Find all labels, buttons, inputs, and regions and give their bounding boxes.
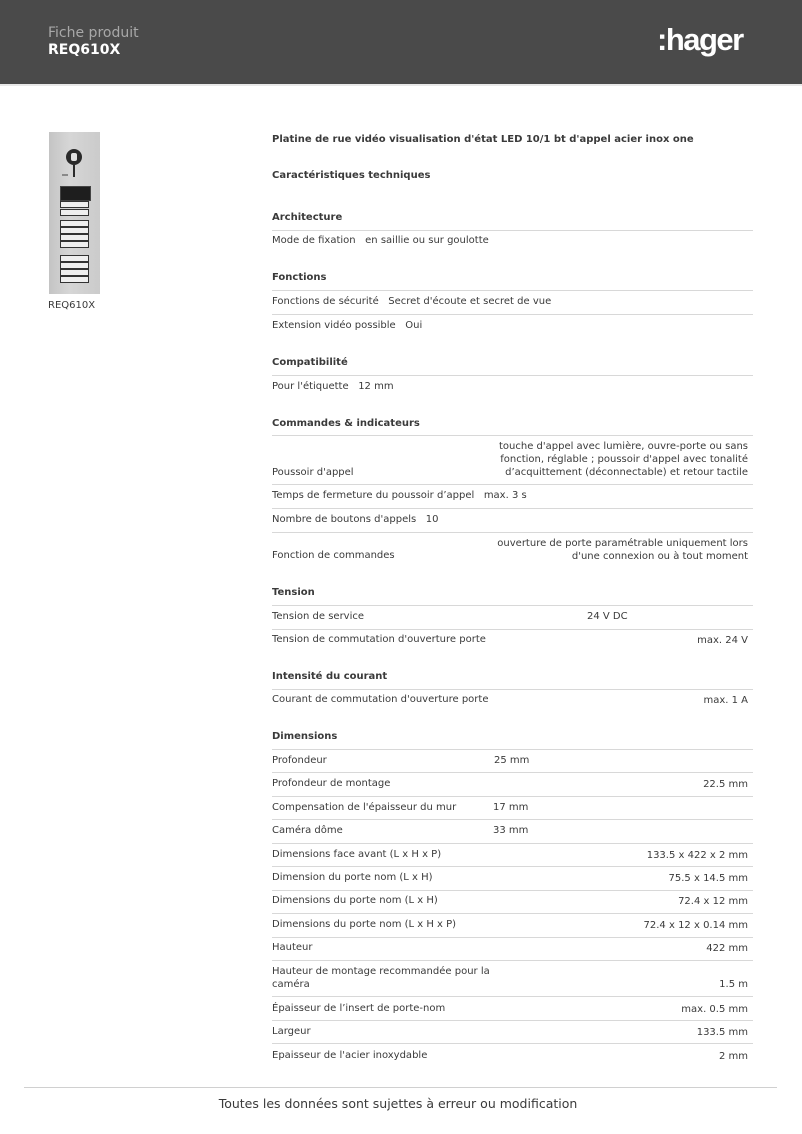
spec-row [272,320,422,331]
call-button-icon [60,255,89,262]
divider [272,230,753,231]
spec-label: Caméra dôme [272,825,343,836]
spec-value: 2 mm [718,1051,748,1062]
spec-value: 25 mm [494,755,530,766]
spec-value-multiline [497,537,748,563]
spec-label: Épaisseur de l’insert de porte-nom [272,1003,446,1014]
divider [272,913,753,914]
spec-row [272,296,551,307]
divider [272,1020,753,1021]
section-title-commandes: Commandes & indicateurs [272,418,420,429]
panel-display [60,186,91,201]
header-subtitle: Fiche produit [48,25,139,41]
spec-value-line: touche d'appel avec lumière, ouvre-porte ou sans [498,441,748,452]
spec-value: 1.5 m [719,979,748,990]
divider [272,796,753,797]
divider [272,629,753,630]
spec-value: 133.5 x 422 x 2 mm [646,850,748,861]
section-title-dimensions: Dimensions [272,731,338,742]
spec-value: 24 V DC [587,611,628,622]
divider [272,314,753,315]
spec-label: Extension vidéo possible [272,320,396,331]
spec-value: 72.4 x 12 x 0.14 mm [643,920,748,931]
spec-label: Tension de service [272,611,365,622]
spec-value: 17 mm [493,802,529,813]
call-button-icon [60,227,89,234]
spec-label: Nombre de boutons d'appels [272,514,417,525]
spec-value-line: d’acquittement (déconnectable) et retour tactile [505,467,748,478]
spec-value-line: fonction, réglable ; poussoir d'appel avec tonalité [500,454,748,465]
divider [272,819,753,820]
call-button-icon [60,234,89,241]
call-button-icon [60,269,89,276]
spec-label: Epaisseur de l'acier inoxydable [272,1050,428,1061]
divider [272,960,753,961]
spec-label: Temps de fermeture du poussoir d’appel [272,490,475,501]
spec-value: en saillie ou sur goulotte [365,235,489,246]
call-button-icon [60,262,89,269]
spec-value: 22.5 mm [703,779,748,790]
divider [272,290,753,291]
divider [272,532,753,533]
spec-label: Dimensions du porte nom (L x H x P) [272,919,457,930]
call-button-icon [60,201,89,208]
spec-label: Profondeur [272,755,327,766]
section-title-fonctions: Fonctions [272,272,327,283]
spec-value-line: ouverture de porte paramétrable uniquement lors [497,538,748,549]
spec-value: 133.5 mm [696,1027,748,1038]
section-title-intensite: Intensité du courant [272,671,388,682]
product-title: Platine de rue vidéo visualisation d'état LED 10/1 bt d'appel acier inox one [272,134,694,145]
page-header [0,0,802,84]
spec-heading: Caractéristiques techniques [272,170,431,181]
divider [272,937,753,938]
divider [272,1043,753,1044]
spec-label: Fonction de commandes [272,550,395,561]
spec-row [272,514,439,525]
divider [272,484,753,485]
footer-disclaimer: Toutes les données sont sujettes à erreur ou modification [218,1096,578,1111]
led-indicator [62,174,68,176]
spec-label: Poussoir d'appel [272,467,354,478]
image-caption: REQ610X [48,300,96,311]
divider [272,375,753,376]
spec-label: Hauteur [272,942,313,953]
spec-value: max. 0.5 mm [681,1004,748,1015]
spec-label: Courant de commutation d'ouverture porte [272,694,489,705]
spec-value: max. 24 V [697,635,748,646]
call-button-icon [60,241,89,248]
spec-label-multiline [272,965,492,991]
spec-label: Largeur [272,1026,311,1037]
call-button-icon [60,220,89,227]
spec-label: Fonctions de sécurité [272,296,379,307]
spec-row [272,381,394,392]
spec-row [272,235,489,246]
spec-value: 422 mm [706,943,748,954]
door-intercom-panel-image [49,132,100,294]
spec-label: Profondeur de montage [272,778,391,789]
divider [272,689,753,690]
spec-value-line: d'une connexion ou à tout moment [571,551,748,562]
header-product-code: REQ610X [48,42,121,58]
hager-logo: :hager [657,22,743,57]
call-button-icon [60,276,89,283]
spec-label-line: caméra [272,979,310,990]
spec-value: 10 [425,514,439,525]
spec-label-line: Hauteur de montage recommandée pour la [272,966,490,977]
section-title-compatibilite: Compatibilité [272,357,348,368]
camera-stem [73,165,75,177]
divider [272,772,753,773]
divider [272,866,753,867]
camera-lens [71,153,77,161]
divider [272,508,753,509]
section-title-tension: Tension [272,587,315,598]
spec-value: 33 mm [493,825,529,836]
spec-value: Oui [405,320,423,331]
spec-label: Dimensions face avant (L x H x P) [272,849,442,860]
spec-label: Dimensions du porte nom (L x H) [272,895,438,906]
spec-label: Dimension du porte nom (L x H) [272,872,433,883]
footer-divider [24,1087,777,1088]
camera-icon [66,149,82,165]
divider [272,843,753,844]
divider [272,605,753,606]
spec-label: Mode de fixation [272,235,356,246]
divider [272,435,753,436]
call-button-icon [60,209,89,216]
spec-value-multiline [499,440,748,479]
spec-value: 72.4 x 12 mm [678,896,748,907]
header-divider [0,84,802,86]
spec-label: Compensation de l'épaisseur du mur [272,802,457,813]
section-title-architecture: Architecture [272,212,343,223]
spec-label: Tension de commutation d'ouverture porte [272,634,486,645]
divider [272,996,753,997]
divider [272,890,753,891]
spec-value: 75.5 x 14.5 mm [668,873,748,884]
spec-value: 12 mm [358,381,394,392]
spec-row [272,490,527,501]
spec-value: max. 1 A [703,695,748,706]
spec-value: Secret d'écoute et secret de vue [388,296,552,307]
spec-label: Pour l'étiquette [272,381,349,392]
spec-value: max. 3 s [483,490,527,501]
divider [272,749,753,750]
